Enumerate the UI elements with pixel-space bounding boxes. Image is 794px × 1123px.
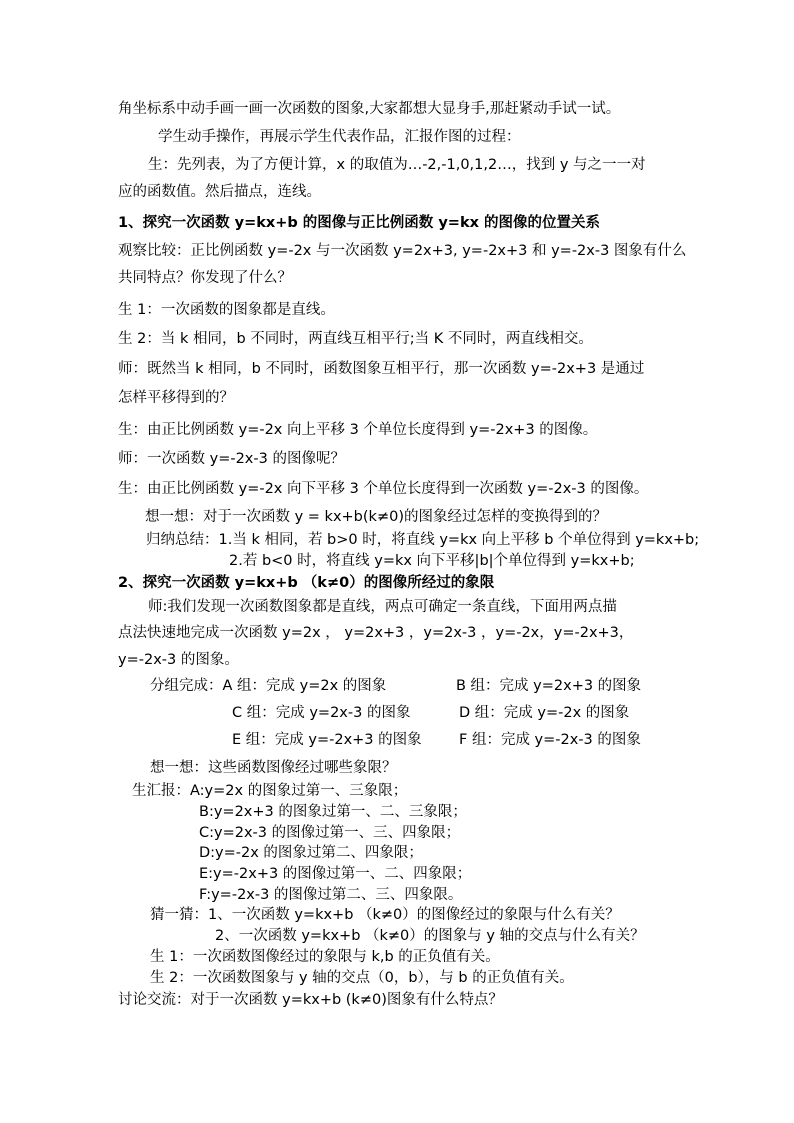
student-answer-3: 生：由正比例函数 y=-2x 向上平移 3 个单位长度得到 y=-2x+3 的图像。 [118, 422, 598, 438]
teacher-question-1b: 怎样平移得到的？ [118, 390, 234, 406]
report-line-f: F:y=-2x-3 的图像过第二、三、四象限。 [199, 887, 463, 903]
group-a-task: 分组完成：A 组：完成 y=2x 的图象 [150, 678, 387, 694]
section-2-heading: 2、探究一次函数 y=kx+b （k≠0）的图像所经过的象限 [118, 575, 495, 591]
group-b-task: B 组：完成 y=2x+3 的图象 [456, 678, 642, 694]
section-1-heading: 1、探究一次函数 y=kx+b 的图像与正比例函数 y=kx 的图像的位置关系 [118, 215, 601, 231]
teacher-intro-2b: 点法快速地完成一次函数 y=2x ， y=2x+3 ，y=2x-3 ，y=-2x，y=-2x+3， [118, 625, 634, 641]
student-1-conclusion: 生 1：一次函数图像经过的象限与 k,b 的正负值有关。 [150, 949, 500, 965]
report-line-a: 生汇报：A:y=2x 的图象过第一、三象限； [132, 783, 408, 799]
think-prompt-1: 想一想：对于一次函数 y = kx+b(k≠0)的图象经过怎样的变换得到的？ [145, 509, 607, 525]
group-c-task: C 组：完成 y=2x-3 的图象 [232, 705, 411, 721]
group-d-task: D 组：完成 y=-2x 的图象 [459, 705, 630, 721]
guess-line-2: 2、一次函数 y=kx+b （k≠0）的图象与 y 轴的交点与什么有关？ [215, 928, 645, 944]
teacher-question-2: 师：一次函数 y=-2x-3 的图像呢？ [118, 451, 345, 467]
summary-line-1: 归纳总结：1.当 k 相同，若 b>0 时，将直线 y=kx 向上平移 b 个单位得到 y=kx+b; [146, 532, 700, 548]
observe-line-2: 共同特点？你发现了什么？ [118, 270, 292, 286]
student-2-answer: 生 2：当 k 相同，b 不同时，两直线互相平行;当 K 不同时，两直线相交。 [118, 331, 593, 347]
teacher-question-1a: 师：既然当 k 相同，b 不同时，函数图象互相平行，那一次函数 y=-2x+3 是通过 [118, 361, 645, 377]
think-prompt-2: 想一想：这些函数图像经过哪些象限？ [150, 760, 397, 776]
report-line-e: E:y=-2x+3 的图像过第一、二、四象限； [199, 866, 472, 882]
observe-line-1: 观察比较：正比例函数 y=-2x 与一次函数 y=2x+3, y=-2x+3 和 y=-2x-3 图象有什么 [118, 243, 687, 259]
group-e-task: E 组：完成 y=-2x+3 的图象 [232, 732, 422, 748]
report-line-d: D:y=-2x 的图象过第二、四象限； [199, 845, 423, 861]
report-line-c: C:y=2x-3 的图像过第一、三、四象限； [199, 825, 461, 841]
intro-line-3: 生：先列表，为了方便计算，x 的取值为…-2,-1,0,1,2…，找到 y 与之一一对 [148, 157, 646, 173]
intro-line-1: 角坐标系中动手画一画一次函数的图象,大家都想大显身手,那赶紧动手试一试。 [118, 101, 621, 117]
guess-line-1: 猜一猜：1、一次函数 y=kx+b （k≠0）的图像经过的象限与什么有关？ [150, 907, 620, 923]
student-1-answer: 生 1：一次函数的图象都是直线。 [118, 302, 335, 318]
student-2-conclusion: 生 2：一次函数图象与 y 轴的交点（0，b），与 b 的正负值有关。 [150, 970, 574, 986]
discussion-prompt: 讨论交流：对于一次函数 y=kx+b (k≠0)图象有什么特点？ [118, 992, 503, 1008]
student-answer-4: 生：由正比例函数 y=-2x 向下平移 3 个单位长度得到一次函数 y=-2x-3 的图像。 [118, 481, 649, 497]
teacher-intro-2c: y=-2x-3 的图象。 [118, 652, 239, 668]
report-line-b: B:y=2x+3 的图象过第一、二、三象限； [199, 804, 467, 820]
intro-line-4: 应的函数值。然后描点，连线。 [118, 184, 321, 200]
intro-line-2: 学生动手操作，再展示学生代表作品，汇报作图的过程： [158, 129, 521, 145]
teacher-intro-2a: 师:我们发现一次函数图象都是直线，两点可确定一条直线，下面用两点描 [148, 599, 617, 615]
summary-line-2: 2.若 b<0 时，将直线 y=kx 向下平移|b|个单位得到 y=kx+b; [229, 553, 635, 569]
group-f-task: F 组：完成 y=-2x-3 的图象 [459, 732, 641, 748]
